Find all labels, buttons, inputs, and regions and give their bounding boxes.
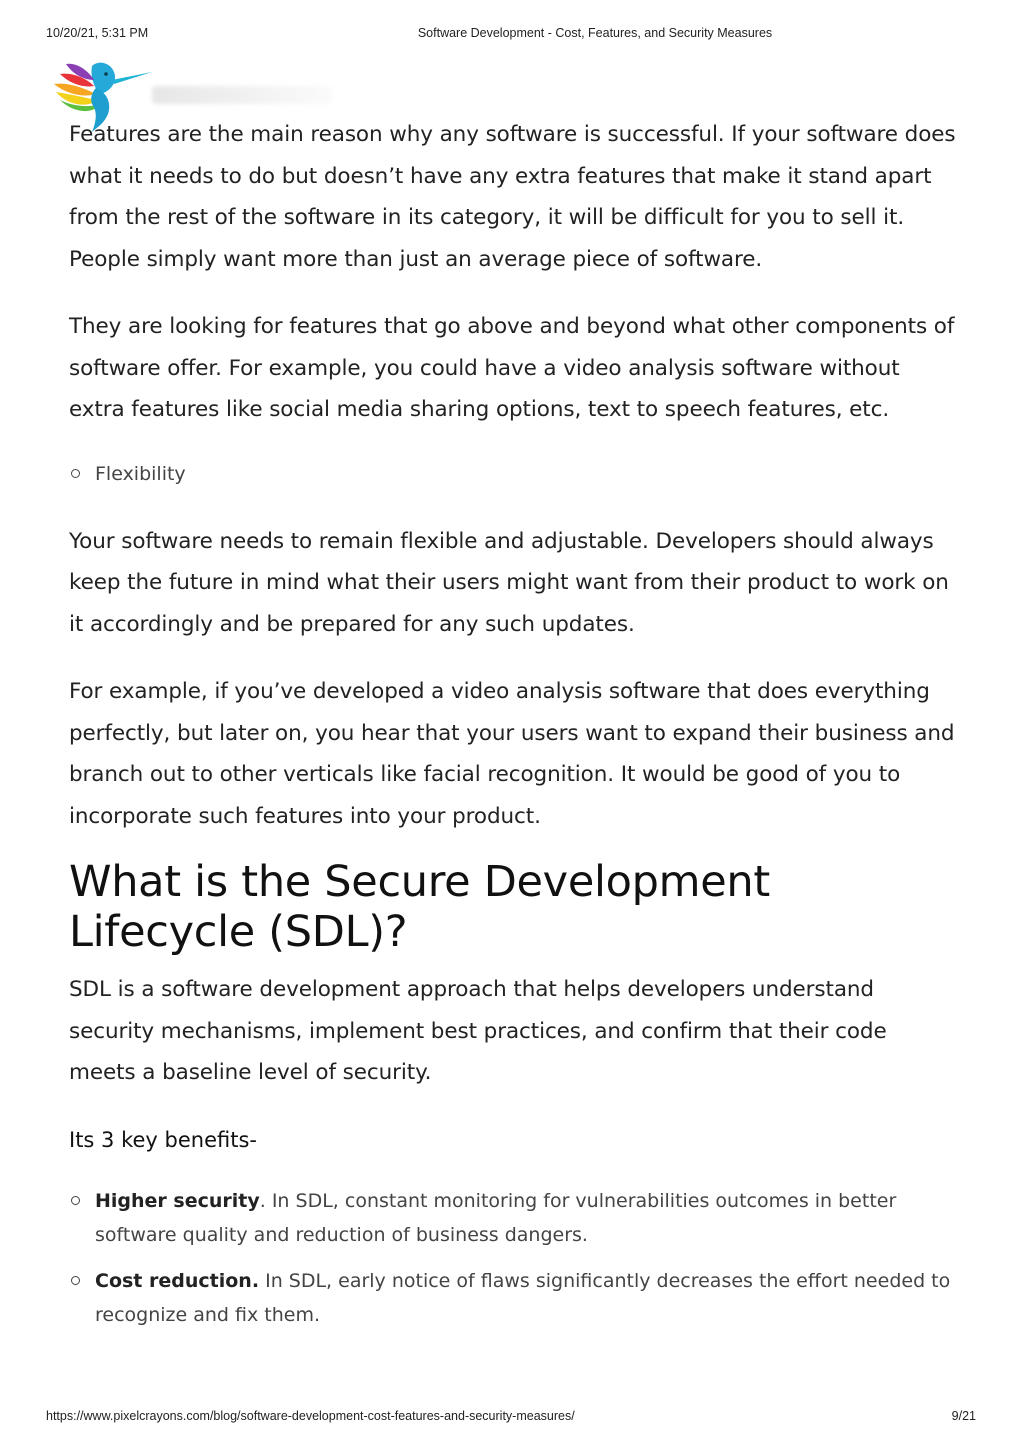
list-item-label: Flexibility — [95, 462, 186, 485]
page-number: 9/21 — [951, 1409, 976, 1423]
paragraph: For example, if you’ve developed a video analysis software that does everything perfectly, but later on, you hear that your users want to expand their business and branch out to other verticals like facial recognition. It would be good of you to incorporate such features into your product. — [69, 679, 955, 829]
print-header — [0, 26, 1024, 42]
paragraph: SDL is a software development approach that helps developers understand security mechanisms, implement best practices, and confirm that their code meets a baseline level of security. — [69, 977, 887, 1085]
benefit-text: In SDL, early notice of flaws significantly decreases the effort needed to recognize and fix them. — [95, 1269, 951, 1326]
benefit-title: Higher security — [95, 1189, 260, 1212]
print-datetime: 10/20/21, 5:31 PM — [46, 26, 149, 40]
list-item-benefit — [69, 1264, 959, 1332]
paragraph: They are looking for features that go above and beyond what other components of software offer. For example, you could have a video analysis software without extra features like social media sharing options, text to speech features, etc. — [69, 314, 955, 422]
bullet-circle-icon — [71, 469, 80, 478]
bullet-circle-icon — [71, 1276, 80, 1285]
print-page-title: Software Development - Cost, Features, and Security Measures — [417, 26, 773, 40]
logo-wordmark-faded — [152, 86, 332, 104]
subheading: Its 3 key benefits- — [69, 1127, 257, 1152]
list-item-benefit — [69, 1184, 959, 1252]
print-footer — [0, 1409, 1024, 1425]
section-heading: What is the Secure Development Lifecycle (SDL)? — [69, 857, 770, 957]
benefit-title: Cost reduction. — [95, 1269, 260, 1292]
bullet-circle-icon — [71, 1196, 80, 1205]
hummingbird-logo-icon — [52, 58, 156, 134]
article-body — [69, 114, 959, 1332]
list-item-flexibility — [69, 457, 959, 491]
benefit-text: . In SDL, constant monitoring for vulnerabilities outcomes in better software quality and reduction of business dangers. — [95, 1189, 897, 1246]
print-url: https://www.pixelcrayons.com/blog/software-development-cost-features-and-security-measures/ — [46, 1409, 575, 1423]
paragraph: Your software needs to remain flexible and adjustable. Developers should always keep the future in mind what their users might want from their product to work on it accordingly and be prepared for any such updates. — [69, 528, 949, 637]
paragraph: Features are the main reason why any software is successful. If your software does what it needs to do but doesn’t have any extra features that make it stand apart from the rest of the software in its category, it will be difficult for you to sell it. People simply want more than just an average piece of software. — [69, 122, 956, 272]
